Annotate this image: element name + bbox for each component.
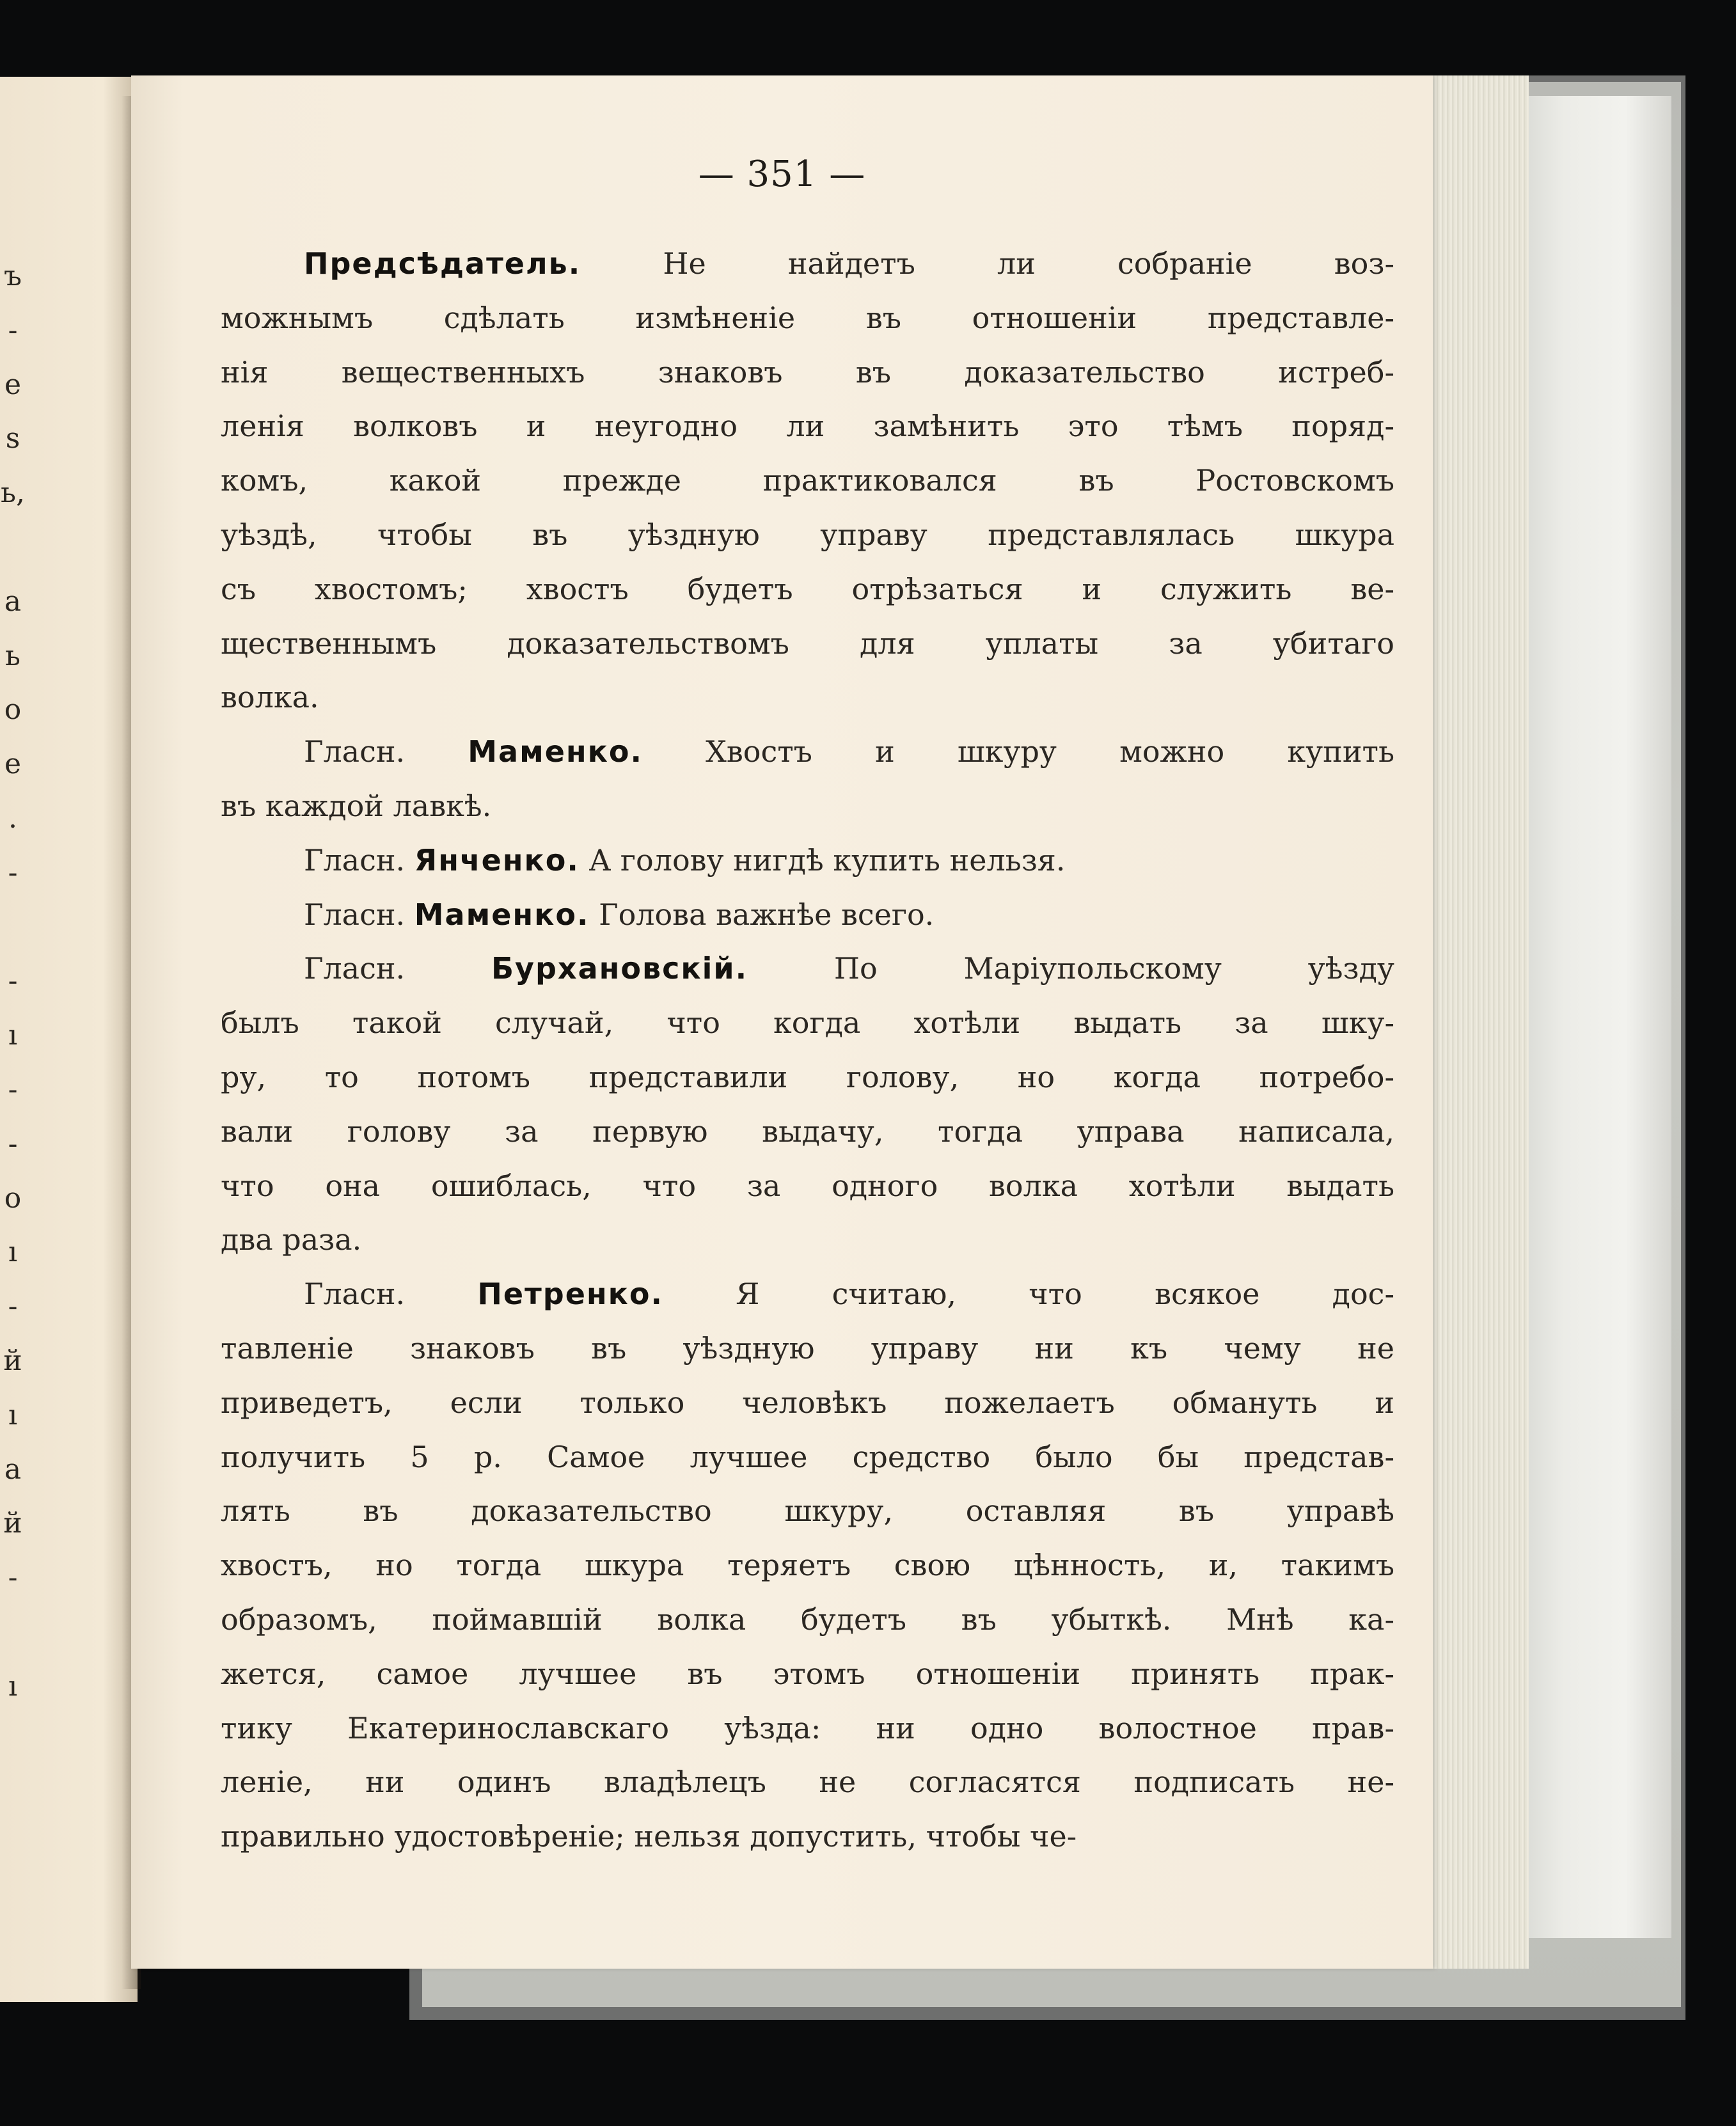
left-page-fragment: ı — [8, 1236, 18, 1269]
left-page-fragment: ı — [8, 1669, 18, 1703]
left-page-fragment: е — [4, 748, 22, 781]
left-page-fragment: - — [8, 1290, 18, 1323]
speaker-name: Предсѣдатель. — [304, 246, 581, 281]
text-line: можнымъ сдѣлать измѣненіе въ отношеніи представле- — [221, 300, 1394, 335]
left-page-fragment: ı — [8, 1398, 18, 1431]
speaker-name: Янченко. — [414, 842, 580, 878]
left-page-fragment: ı — [8, 1019, 18, 1052]
left-page-fragment: о — [4, 1181, 22, 1215]
text-line: правильно удостовѣреніе; нельзя допустить, чтобы че- — [221, 1819, 1077, 1854]
left-page-fragment: а — [4, 1453, 22, 1486]
paragraph-text: Хвостъ и шкуру можно купить — [642, 734, 1394, 769]
left-page-fragment: . — [8, 801, 17, 835]
text-line: леніе, ни одинъ владѣлецъ не согласятся подписать не- — [221, 1765, 1394, 1800]
text-line: приведетъ, если только человѣкъ пожелаетъ обмануть и — [221, 1385, 1394, 1420]
left-page-fragment — [0, 521, 26, 575]
text-line: въ каждой лавкѣ. — [221, 788, 492, 823]
speaker-prefix: Гласн. — [304, 897, 414, 932]
paragraph-text: Голова важнѣе всего. — [589, 897, 935, 932]
left-page-fragment: s — [5, 422, 20, 455]
left-page-fragment: - — [8, 1073, 18, 1106]
left-page-fragment — [0, 1605, 26, 1660]
left-page-fragment — [0, 901, 26, 955]
paragraph-text: Не найдетъ ли собраніе воз- — [581, 246, 1394, 281]
text-line: нія вещественныхъ знаковъ въ доказательство истреб- — [221, 354, 1394, 390]
left-page-fragment: ь — [5, 639, 20, 672]
left-page-fragment: й — [3, 1344, 22, 1377]
text-line: ру, то потомъ представили голову, но когда потребо- — [221, 1059, 1394, 1094]
left-page-fragment: а — [4, 585, 22, 618]
speaker-name: Маменко. — [468, 734, 643, 769]
text-line: съ хвостомъ; хвостъ будетъ отрѣзаться и служить ве- — [221, 571, 1394, 606]
left-page-fragment: е — [4, 368, 22, 401]
left-page-fragment: о — [4, 693, 22, 727]
text-line: лять въ доказательство шкуру, оставляя въ управѣ — [221, 1493, 1394, 1529]
text-line: два раза. — [221, 1222, 362, 1257]
speaker-name: Бурхановскій. — [491, 951, 748, 986]
text-line: былъ такой случай, что когда хотѣли выдать за шку- — [221, 1005, 1394, 1041]
speaker-prefix: Гласн. — [304, 734, 468, 769]
left-page-fragment: й — [3, 1507, 22, 1540]
paragraph-first-line — [221, 888, 1394, 942]
paragraph-first-line — [221, 833, 1394, 888]
text-line: тику Екатеринославскаго уѣзда: ни одно волостное прав- — [221, 1710, 1394, 1745]
left-page-fragment: - — [8, 1561, 18, 1594]
text-line: щественнымъ доказательствомъ для уплаты за убитаго — [221, 626, 1394, 661]
left-page-fragment: ъ — [4, 260, 22, 292]
right-page — [131, 75, 1433, 1969]
text-line: уѣздѣ, чтобы въ уѣздную управу представлялась шкура — [221, 517, 1394, 552]
speaker-name: Маменко. — [414, 897, 590, 932]
left-page-fragment: - — [8, 313, 18, 347]
left-page-fragment: - — [8, 856, 18, 889]
speaker-prefix: Гласн. — [304, 951, 491, 986]
text-line: жется, самое лучшее въ этомъ отношеніи принять прак- — [221, 1656, 1394, 1691]
book-cover-edge — [1516, 96, 1671, 1938]
paragraph-text: А голову нигдѣ купить нельзя. — [579, 842, 1066, 878]
page-body-text — [221, 237, 1394, 1864]
text-line: ленія волковъ и неугодно ли замѣнить это тѣмъ поряд- — [221, 409, 1394, 444]
paragraph-text: Я считаю, что всякое дос- — [663, 1277, 1394, 1312]
left-page-fragment: - — [8, 1127, 18, 1160]
speaker-name: Петренко. — [477, 1277, 663, 1312]
page-number: — 351 — — [698, 154, 866, 195]
paragraph-text: По Маріупольскому уѣзду — [748, 951, 1394, 986]
left-page-fragment: ь, — [1, 476, 25, 510]
paragraph-first-line — [221, 725, 1394, 779]
text-line: вали голову за первую выдачу, тогда управа написала, — [221, 1114, 1394, 1149]
paragraph-first-line — [221, 941, 1394, 996]
text-line: тавленіе знаковъ въ уѣздную управу ни къ чему не — [221, 1330, 1394, 1366]
text-line: получить 5 р. Самое лучшее средство было бы представ- — [221, 1439, 1394, 1474]
text-line: хвостъ, но тогда шкура теряетъ свою цѣнность, и, такимъ — [221, 1548, 1394, 1583]
text-line: комъ, какой прежде практиковался въ Ростовскомъ — [221, 463, 1394, 498]
left-page — [0, 77, 138, 2002]
text-line: образомъ, поймавшій волка будетъ въ убыткѣ. Мнѣ ка- — [221, 1602, 1394, 1637]
text-line: что она ошиблась, что за одного волка хотѣли выдать — [221, 1168, 1394, 1203]
paragraph-first-line — [221, 237, 1394, 291]
left-page-fragment: - — [8, 965, 18, 998]
speaker-prefix: Гласн. — [304, 842, 414, 878]
left-page-text-fragments — [0, 249, 26, 1714]
text-line: волка. — [221, 680, 319, 715]
paragraph-first-line — [221, 1267, 1394, 1321]
speaker-prefix: Гласн. — [304, 1277, 478, 1312]
